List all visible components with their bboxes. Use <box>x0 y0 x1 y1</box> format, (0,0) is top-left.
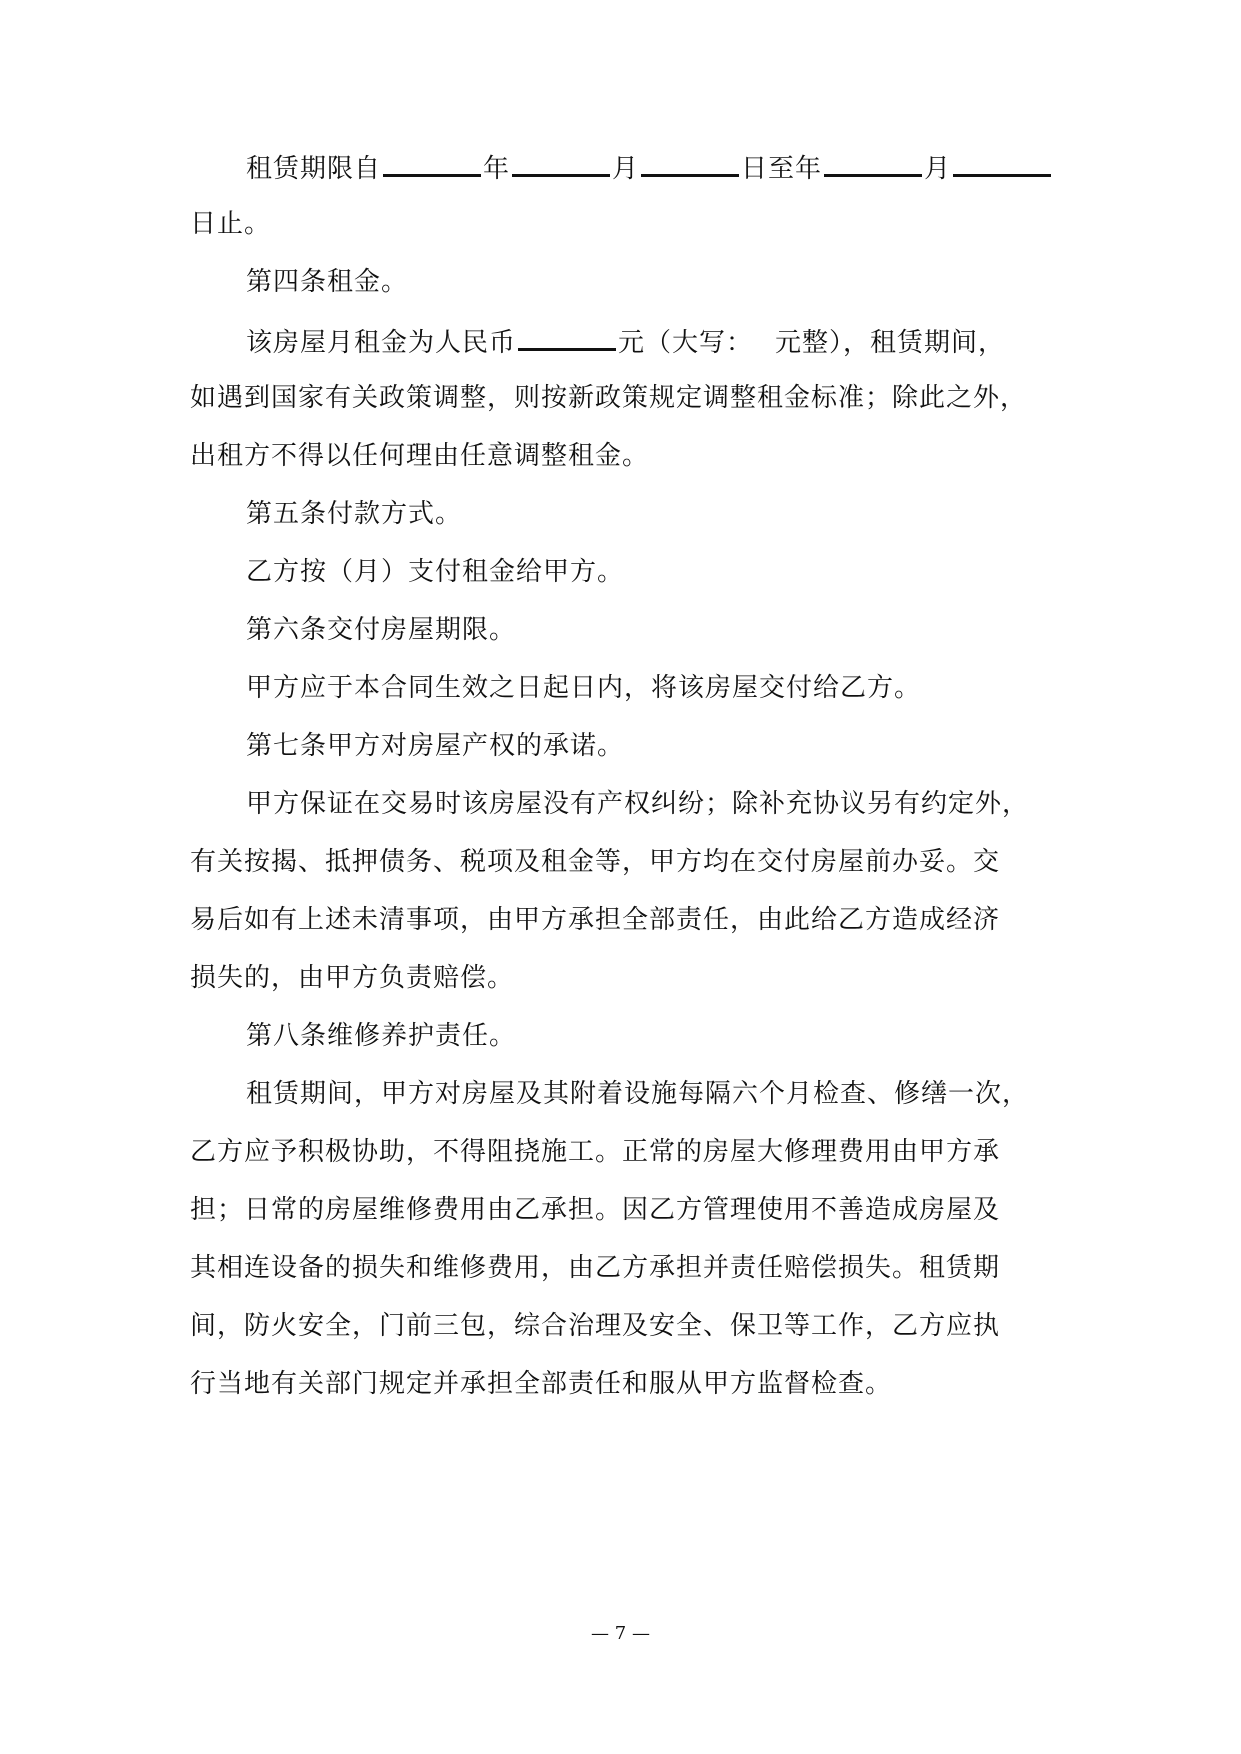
blank-day-start <box>641 146 739 177</box>
article4-title: 第四条租金。 <box>246 267 409 297</box>
article8-line-5: 间，防火安全，门前三包，综合治理及安全、保卫等工作，乙方应执 <box>190 1311 1001 1341</box>
blank-year-start <box>383 146 481 177</box>
lease-term-text: 年 <box>483 154 511 184</box>
lease-term-text: 月 <box>612 154 640 184</box>
article6-body: 甲方应于本合同生效之日起日内，将该房屋交付给乙方。 <box>246 673 922 703</box>
article7-line-2: 有关按揭、抵押债务、税项及租金等，甲方均在交付房屋前办妥。交 <box>190 847 1001 877</box>
article8-line-3: 担；日常的房屋维修费用由乙承担。因乙方管理使用不善造成房屋及 <box>190 1195 1001 1225</box>
article5-body: 乙方按（月）支付租金给甲方。 <box>246 557 625 587</box>
blank-month-start <box>512 146 610 177</box>
lease-term-text: 日至年 <box>741 154 823 184</box>
lease-term-text: 租赁期限自 <box>246 154 382 184</box>
article5-title: 第五条付款方式。 <box>246 499 463 529</box>
blank-month-end <box>824 146 922 177</box>
article4-text: 元整），租赁期间， <box>775 328 1006 358</box>
page-number: — 7 — <box>591 1623 650 1644</box>
lease-term-text: 月 <box>924 154 952 184</box>
article7-line-3: 易后如有上述未清事项，由甲方承担全部责任，由此给乙方造成经济 <box>190 905 1001 935</box>
article8-line-4: 其相连设备的损失和维修费用，由乙方承担并责任赔偿损失。租赁期 <box>190 1253 1001 1283</box>
article7-title: 第七条甲方对房屋产权的承诺。 <box>246 731 625 761</box>
article8-line-6: 行当地有关部门规定并承担全部责任和服从甲方监督检查。 <box>190 1369 893 1399</box>
article6-title: 第六条交付房屋期限。 <box>246 615 517 645</box>
article4-line-3: 出租方不得以任何理由任意调整租金。 <box>190 441 650 471</box>
blank-day-end <box>953 146 1051 177</box>
lease-term-line-1 <box>246 146 1053 186</box>
blank-rent-amount <box>518 320 616 351</box>
lease-term-line-2: 日止。 <box>190 209 272 239</box>
article8-title: 第八条维修养护责任。 <box>246 1021 517 1051</box>
article4-text: 元（大写： <box>618 328 754 358</box>
article4-line-1 <box>246 320 1005 360</box>
article8-line-2: 乙方应予积极协助，不得阻挠施工。正常的房屋大修理费用由甲方承 <box>190 1137 1001 1167</box>
article4-text: 该房屋月租金为人民币 <box>246 328 517 358</box>
article4-line-2: 如遇到国家有关政策调整，则按新政策规定调整租金标准；除此之外， <box>190 383 1028 413</box>
article8-line-1: 租赁期间，甲方对房屋及其附着设施每隔六个月检查、修缮一次， <box>246 1079 1030 1109</box>
article7-line-1: 甲方保证在交易时该房屋没有产权纠纷；除补充协议另有约定外， <box>246 789 1030 819</box>
article7-line-4: 损失的，由甲方负责赔偿。 <box>190 963 515 993</box>
